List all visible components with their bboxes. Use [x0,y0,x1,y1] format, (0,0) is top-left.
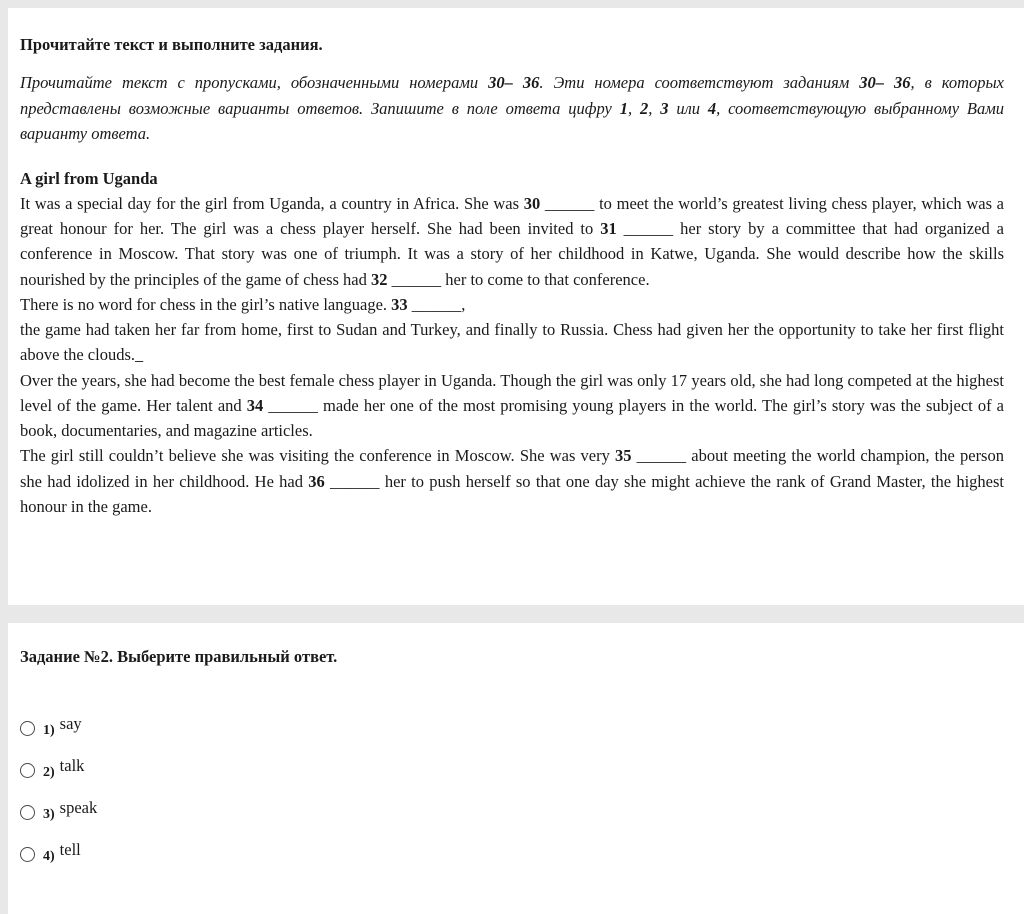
option-row-4[interactable] [20,833,1004,875]
option-row-1[interactable] [20,707,1004,749]
option-label: tell [59,840,81,859]
radio-button-4[interactable] [20,847,35,862]
instruction-run-10: или [668,98,708,118]
gap-number: 31 [600,219,617,239]
instruction-run-3: 30– 36 [859,73,911,93]
radio-button-3[interactable] [20,805,35,820]
option-number: 3) [43,807,55,822]
top-strip [0,0,1024,8]
instruction-run-7: 2 [639,98,649,118]
option-label: say [59,714,82,733]
question-title: Задание №2. Выберите правильный ответ. [20,647,338,666]
option-label: speak [59,798,98,817]
option-row-2[interactable] [20,749,1004,791]
left-rail [0,8,8,914]
bottom-spacer [0,875,1024,905]
instruction-run-2: . Эти номера соответствуют заданиям [539,73,860,93]
radio-button-1[interactable] [20,721,35,736]
gap-number: 35 [615,446,632,466]
instruction-run-8: , [648,98,661,118]
reading-paragraph: Over the years, she had become the best female chess player in Uganda. Though the girl was only 17 years old, she had long competed at the highest level of the game. Her talent and 34 ______ made her one of the most promising young players in the world. The girl’s story was the subject of a book, documentaries, and magazine articles. [20,370,1005,441]
section-divider [0,605,1024,623]
answer-options [20,707,1004,875]
task-content [0,8,1024,519]
reading-paragraph: There is no word for chess in the girl’s native language. 33 ______, [20,294,466,314]
reading-body [20,191,1004,519]
option-number: 2) [43,765,55,780]
instruction-run-12: , соответствующую выбранному Вами варианту ответа. [20,98,1005,144]
gap-number: 33 [391,294,408,314]
reading-paragraph: It was a special day for the girl from Uganda, a country in Africa. She was 30 ______ to meet the world’s greatest living chess player, which was a great honour for her. The girl was a chess player herself. She had been invited to 31 ______ her story by a committee that had organized a conference in Moscow. That story was one of triumph. It was a story of her childhood in Katwe, Uganda. She would describe how the skills nourished by the principles of the game of chess had 32 ______ her to come to that conference. [20,193,1004,289]
task-instructions [20,70,1004,147]
gap-number: 30 [523,193,541,213]
instruction-run-4: , в которых представлены возможные варианты ответов. Запишите в поле ответа цифру [20,73,1005,118]
instruction-run-11: 4 [707,98,717,118]
option-label: talk [59,756,85,775]
radio-button-2[interactable] [20,763,35,778]
instruction-run-0: Прочитайте текст с пропусками, обозначенными номерами [20,73,489,93]
reading-title: A girl from Uganda [20,168,158,188]
reading-paragraph: the game had taken her far from home, first to Sudan and Turkey, and finally to Russia. Chess had given her the opportunity to take her first flight above the clouds. ̲ [20,320,1004,365]
instruction-run-6: , [627,98,640,118]
reading-paragraph: The girl still couldn’t believe she was visiting the conference in Moscow. She was very 35 ______ about meeting the world champion, the person she had idolized in her childhood. He had 36 ______ her to push herself so that one day she might achieve the rank of Grand Master, the highest honour in the game. [20,446,1004,516]
instruction-run-1: 30– 36 [488,73,540,93]
gap-number: 36 [308,471,325,491]
option-number: 1) [43,723,55,738]
question-section [0,623,1024,875]
gap-number: 34 [246,395,264,415]
instruction-run-9: 3 [660,98,669,118]
option-row-3[interactable] [20,791,1004,833]
gap-number: 32 [371,269,388,289]
task-title: Прочитайте текст и выполните задания. [20,35,323,54]
instruction-run-5: 1 [619,98,628,118]
option-number: 4) [43,849,55,864]
